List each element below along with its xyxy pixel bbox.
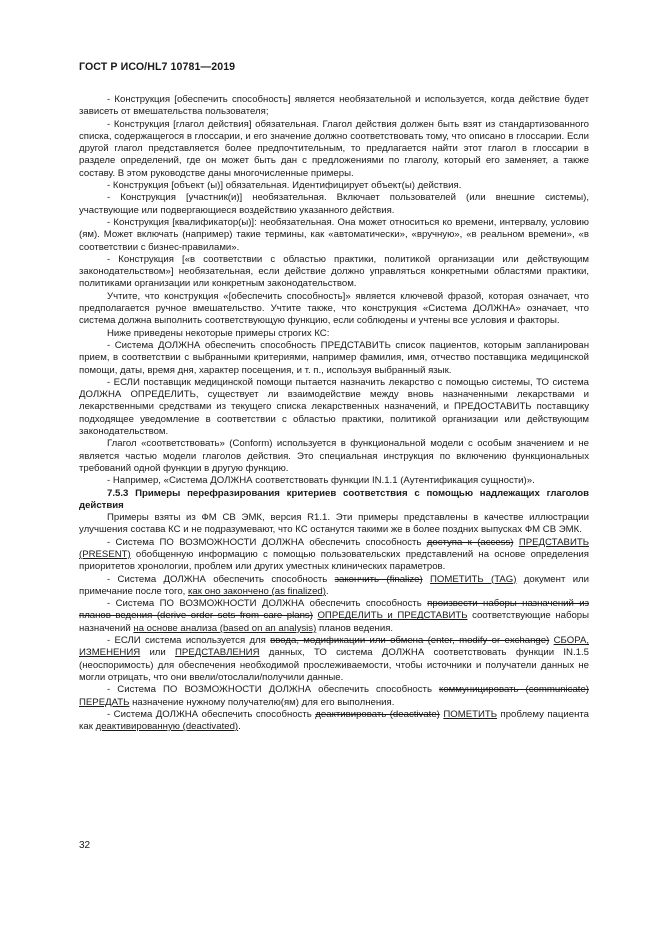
example-3: - Система ПО ВОЗМОЖНОСТИ ДОЛЖНА обеспечить способность произвести наборы назначений из планов ведения (derive order sets from care plans) ОПРЕДЕЛИТЬ и ПРЕДСТАВИТЬ соответствующие наборы назначений на основе анализа (based on an analysis) планов ведения.: [79, 598, 590, 634]
paragraph: Учтите, что конструкция «[обеспечить способность]» является ключевой фразой, которая означает, что предполагается ручное вмешательство. Учтите также, что конструкция «Система ДОЛЖНА» означает, что система должна выполнить соответствующую функцию, если соблюдены и учтены все условия и факторы.: [79, 290, 589, 327]
paragraph: - ЕСЛИ поставщик медицинской помощи пытается назначить лекарство с помощью системы, ТО система ДОЛЖНА ОПРЕДЕЛИТЬ, существует ли взаимодействие между вновь назначенными лекарствами и лекарственными средствами из текущего списка лекарственных назначений, и ПРЕДОСТАВИТЬ поставщику подходящее уведомление в соответствии с областью практики, политикой организации или действующим законодательством.: [79, 376, 589, 438]
deleted-text: закончить (finalize): [334, 573, 423, 585]
inserted-text: ПРЕДСТАВЛЕНИЯ: [175, 647, 260, 659]
inserted-text: СБОРА, ИЗМЕНЕНИЯ: [79, 635, 590, 659]
inserted-text: деактивированную (deactivated): [95, 721, 239, 733]
paragraph: Глагол «соответствовать» (Conform) используется в функциональной модели с особым значением и не является частью модели глаголов действия. Это специальная инструкция по включению функциональных требований одной функции в другую функцию.: [79, 438, 589, 474]
paragraph: - Конструкция [обеспечить способность] является необязательной и используется, когда действие будет зависеть от вмешательства пользователя;: [79, 94, 589, 118]
inserted-text: ОПРЕДЕЛИТЬ и ПРЕДСТАВИТЬ: [317, 610, 468, 622]
paragraph: - Система ДОЛЖНА обеспечить способность ПРЕДСТАВИТЬ список пациентов, которым запланирован прием, в соответствии с выбранными критериями, например фамилия, имя, отчество поставщика медицинской помощи, даты, время дня, характер посещения, и т. п., используя выбранный язык.: [79, 339, 589, 376]
example-5: - Система ПО ВОЗМОЖНОСТИ ДОЛЖНА обеспечить способность коммуницировать (communicate) ПЕРЕДАТЬ назначение нужному получателю(ям) для его выполнения.: [79, 684, 589, 708]
deleted-text: доступа к (access): [426, 536, 514, 548]
paragraph: Ниже приведены некоторые примеры строгих КС:: [107, 327, 330, 339]
paragraph: - Конструкция [глагол действия] обязательная. Глагол действия должен быть взят из стандартизованного списка, содержащегося в глоссарии, и его значение должно соответствовать тому, что описано в глоссарии. Если другой глагол представляется более предпочтительным, то предлагается найти этот глагол в глоссарии в разделе определений, где он может быть дан с предложениями по глаголу, который его заменяет, а также составу. В этом руководстве даны многочисленные примеры.: [79, 118, 589, 179]
standard-header: ГОСТ Р ИСО/HL7 10781—2019: [79, 61, 236, 73]
example-6: - Система ДОЛЖНА обеспечить способность деактивировать (deactivate) ПОМЕТИТЬ проблему пациента как деактивированную (deactivated).: [79, 708, 590, 733]
deleted-text: деактивировать (deactivate): [315, 708, 440, 720]
section-number: 7.5.3: [107, 487, 129, 499]
paragraph: Примеры взяты из ФМ СВ ЭМК, версия R1.1. Эти примеры представлены в качестве иллюстрации улучшения состава КС и не подразумевают, что КС останутся такими же в более поздних выпусках ФМ СВ ЭМК.: [79, 512, 589, 536]
deleted-text: коммуницировать (communicate): [439, 684, 589, 696]
paragraph: - Конструкция [объект (ы)] обязательная. Идентифицирует объект(ы) действия.: [107, 180, 462, 192]
deleted-text: ввода, модификации или обмена (enter, modify or exchange): [270, 635, 550, 647]
inserted-text: как оно закончено (as finalized): [188, 585, 326, 597]
document-body: [79, 94, 589, 733]
inserted-text: ПЕРЕДАТЬ: [79, 696, 130, 708]
deleted-text: произвести наборы назначений из планов ведения (derive order sets from care plans): [79, 598, 589, 622]
section-heading: [79, 488, 589, 513]
section-title: Примеры перефразирования критериев соответствия с помощью надлежащих глаголов действия: [79, 487, 589, 511]
inserted-text: ПРЕДСТАВИТЬ (PRESENT): [79, 536, 590, 560]
paragraph: - Конструкция [квалификатор(ы)]: необязательная. Она может относиться ко времени, интервалу, условию (ям). Может включать (например) такие термины, как «автоматически», «вручную», «в реальном времени», «в соответствии с бизнес-правилами».: [79, 216, 589, 253]
inserted-text: на основе анализа (based on an analysis): [133, 622, 317, 634]
inserted-text: ПОМЕТИТЬ: [443, 708, 498, 720]
example-2: - Система ДОЛЖНА обеспечить способность закончить (finalize) ПОМЕТИТЬ (TAG) документ или примечание после того, как оно закончено (as finalized).: [79, 573, 590, 597]
paragraph: - Конструкция [«в соответствии с областью практики, политикой организации или действующим законодательством»] необязательная, если действие должно управляться конкретными областями практики, политиками организации или конкретным законодательством.: [79, 253, 589, 290]
paragraph: - Конструкция [участник(и)] необязательная. Включает пользователей (или внешние системы), участвующие или подвергающиеся воздействию указанного действия.: [79, 192, 589, 216]
example-1: - Система ПО ВОЗМОЖНОСТИ ДОЛЖНА обеспечить способность доступа к (access) ПРЕДСТАВИТЬ (PRESENT) обобщенную информацию с помощью пользовательских представлений на основе определения приоритетов хронологии, проблем или других уместных клинических параметров.: [79, 536, 590, 573]
example-4: - ЕСЛИ система используется для ввода, модификации или обмена (enter, modify or exchange) СБОРА, ИЗМЕНЕНИЯ или ПРЕДСТАВЛЕНИЯ данных, ТО система ДОЛЖНА соответствовать функции IN.1.5 (неоспоримость) для обеспечения необходимой прослеживаемости, чтобы источники и получатели данных не могли отрицать, что они ввели/отослали/получили данные.: [79, 635, 590, 683]
paragraph: - Например, «Система ДОЛЖНА соответствовать функции IN.1.1 (Аутентификация сущности)».: [107, 475, 535, 487]
page-number: 32: [79, 840, 91, 851]
inserted-text: ПОМЕТИТЬ (TAG): [430, 573, 517, 585]
